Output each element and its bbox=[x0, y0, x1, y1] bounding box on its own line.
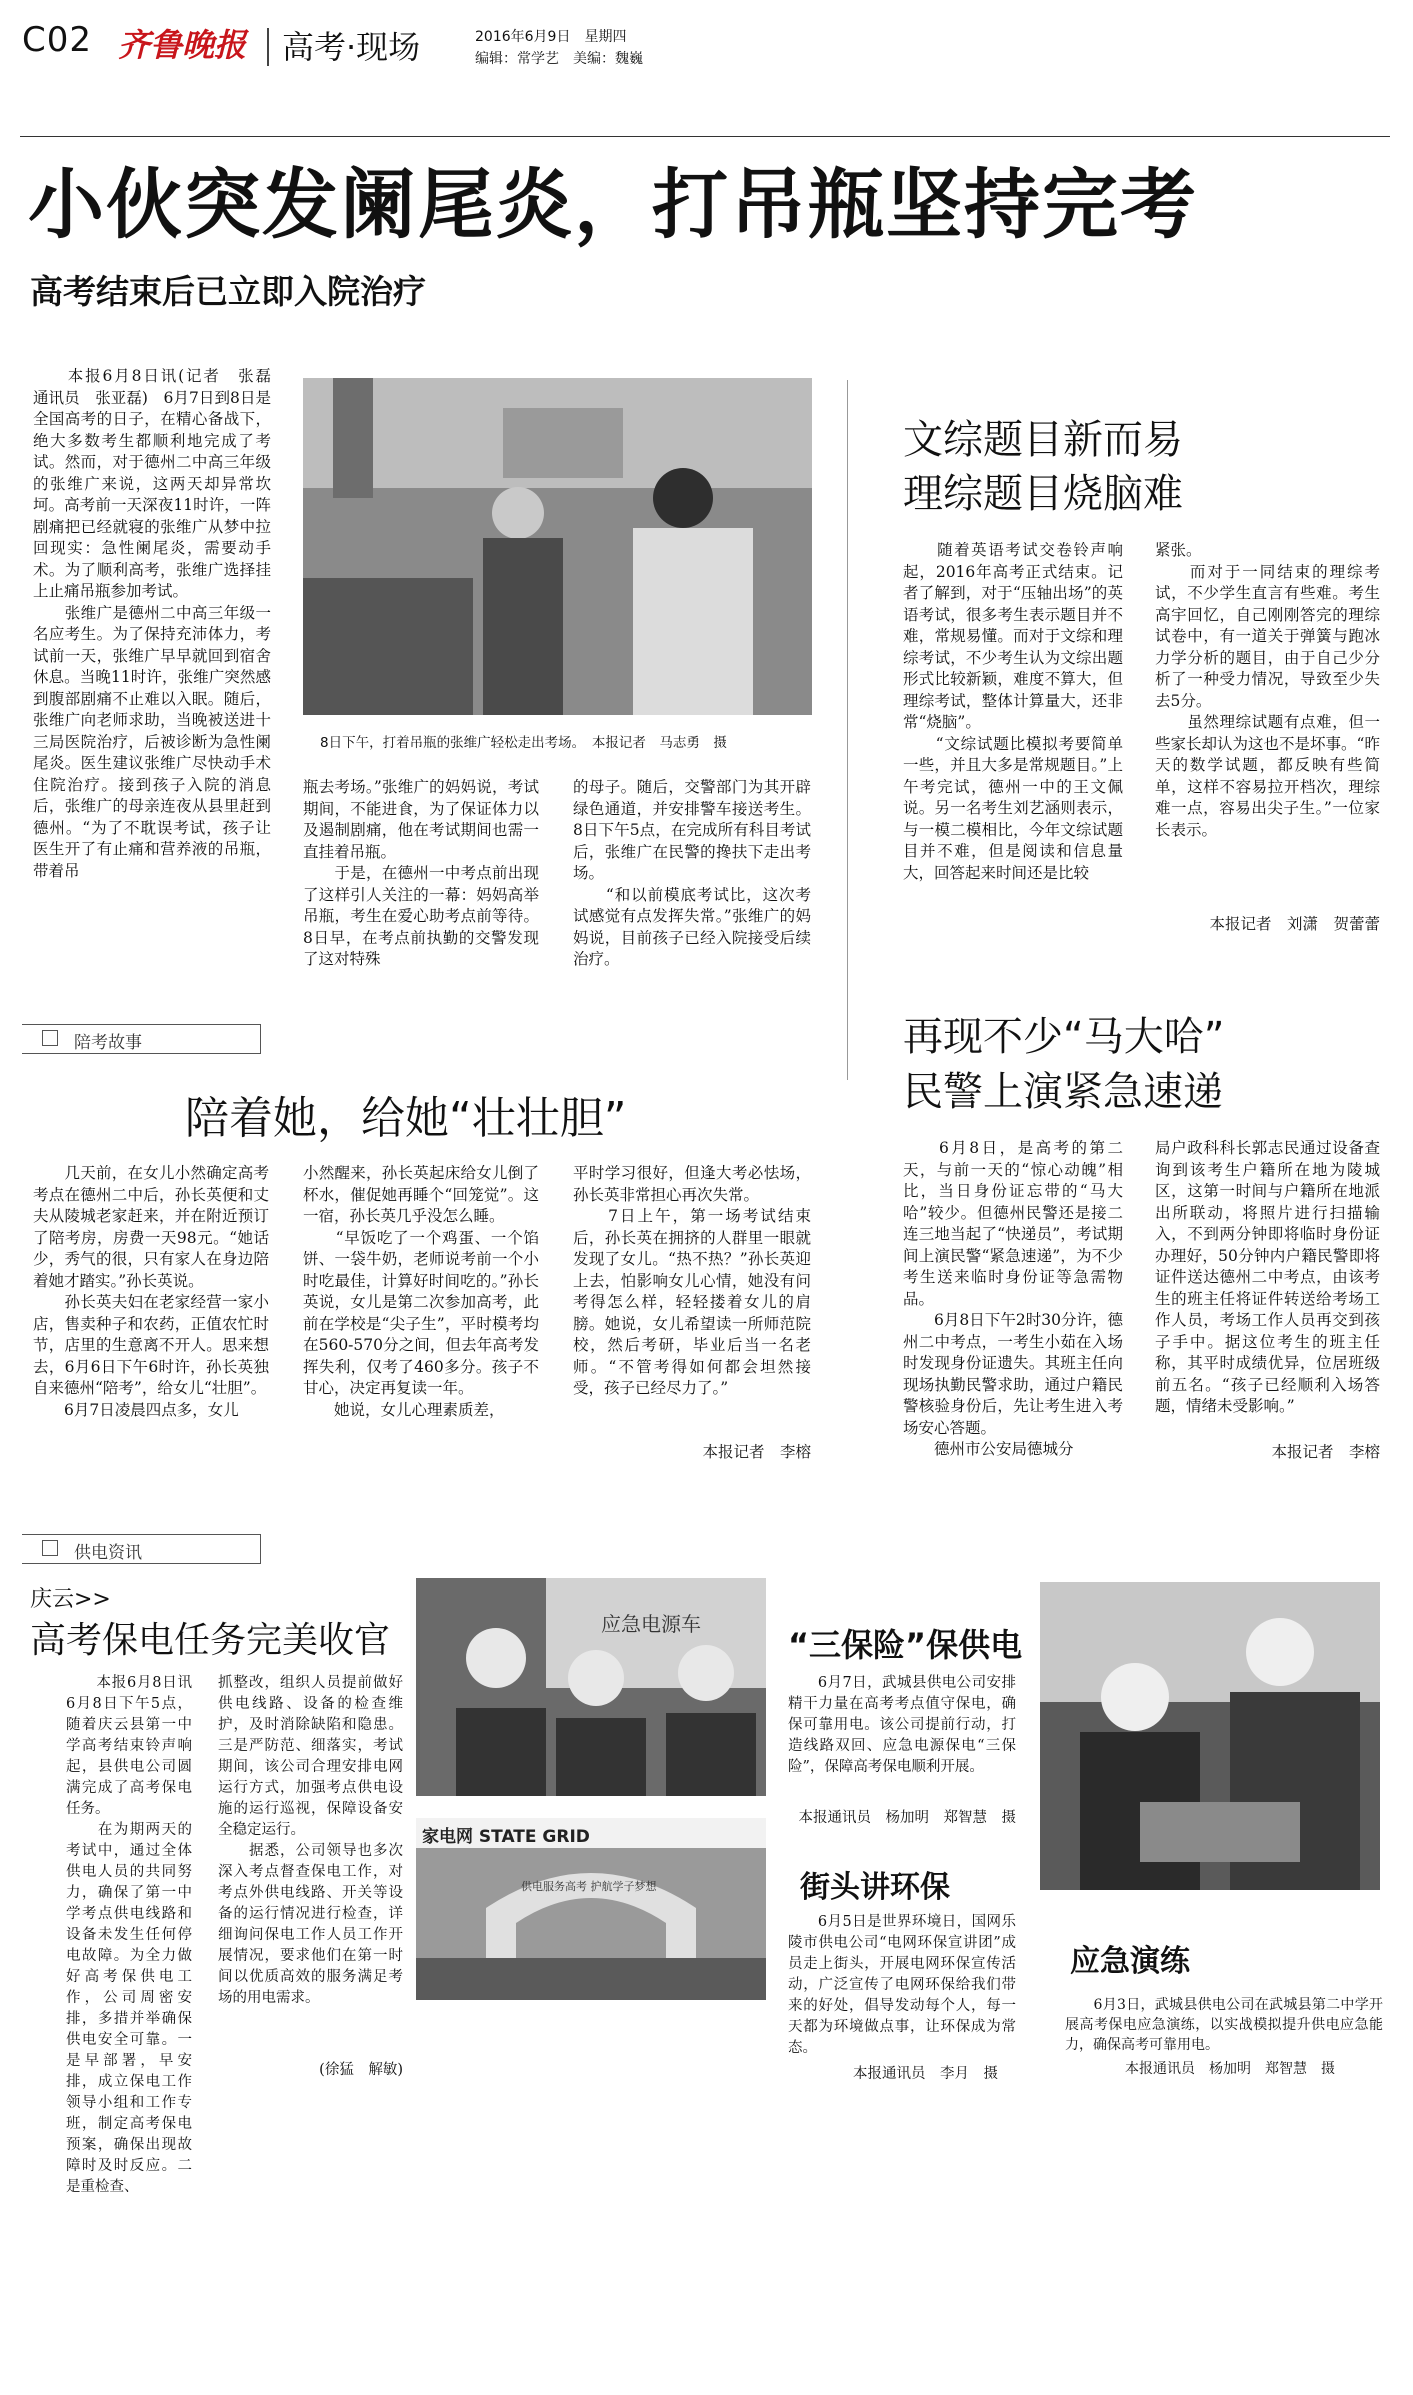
editors-line: 编辑：常学艺 美编：魏巍 bbox=[475, 51, 643, 67]
lead-headline: 小伙突发阑尾炎，打吊瓶坚持完考 bbox=[28, 160, 1198, 249]
masthead-divider bbox=[267, 28, 269, 66]
accompany-column-1: 几天前，在女儿小然确定高考考点在德州二中后，孙长英便和丈夫从陵城老家赶来，并在附近预订了陪考房，房费一天98元。“她话少，秀气的很，只有家人在身边陪着她才踏实。”孙长英说。 孙长英夫妇在老家经营一家小店，售卖种子和农药，正值农忙时节，店里的生意离不开人。思来想去，6月6日下午6时许，孙长英独自来德州“陪考”，给女儿“壮胆”。 6月7日凌晨四点多，女儿 bbox=[33, 1164, 269, 1419]
photo-placeholder-icon bbox=[1040, 1582, 1380, 1890]
huanbao-headline: 街头讲环保 bbox=[800, 1870, 950, 1905]
tag-icon bbox=[42, 1030, 58, 1046]
drill-photo bbox=[1040, 1582, 1380, 1890]
lead-subhead: 高考结束后已立即入院治疗 bbox=[30, 272, 426, 311]
power-photo-stategrid bbox=[416, 1818, 766, 2000]
photo-placeholder-icon bbox=[303, 378, 812, 715]
power-byline: (徐猛 解敏) bbox=[319, 2062, 403, 2078]
exam-byline: 本报记者 刘潇 贺蕾蕾 bbox=[1209, 915, 1380, 933]
lead-column-1: 本报6月8日讯(记者 张磊 通讯员 张亚磊) 6月7日到8日是全国高考的日子，在精心备战下，绝大多数考生都顺利地完成了考试。然而，对于德州二中高三年级的张维广来说，这两天却异常坎坷。高考前一天深夜11时许，一阵剧痛把已经就寝的张维广从梦中拉回现实：急性阑尾炎，需要动手术。为了顺利高考，张维广选择挂上止痛吊瓶参加考试。 张维广是德州二中高三年级一名应考生。为了保持充沛体力，考试前一天，张维广早早就回到宿舍休息。当晚11时许，张维广突然感到腹部剧痛不止难以入眠。随后，张维广向老师求助，当晚被送进十三局医院治疗，后被诊断为急性阑尾炎。医生建议张维广尽快动手术住院治疗。接到孩子入院的消息后，张维广的母亲连夜从县里赶到德州。“为了不耽误考试，孩子让医生开了有止痛和营养液的吊瓶，带着吊 bbox=[33, 367, 271, 880]
sanbaoxian-headline: “三保险”保供电 bbox=[788, 1626, 1023, 1664]
brand-logo: 齐鲁晚报 bbox=[118, 26, 247, 64]
masthead-rule bbox=[20, 136, 1390, 137]
issue-date: 2016年6月9日 星期四 bbox=[475, 29, 627, 45]
huanbao-text: 6月5日是世界环境日，国网乐陵市供电公司“电网环保宣讲团”成员走上街头，开展电网环保宣传活动，广泛宣传了电网环保给我们带来的好处，倡导发动每个人，每一天都为环境做点事，让环保成为常态。 bbox=[788, 1914, 1016, 2056]
drill-text: 6月3日，武城县供电公司在武城县第二中学开展高考保电应急演练，以实战模拟提升供电应急能力，确保高考可靠用电。 bbox=[1065, 1997, 1383, 2053]
page-number: C02 bbox=[22, 20, 93, 60]
exam-headline-2: 理综题目烧脑难 bbox=[903, 471, 1183, 517]
power-tag: 供电资讯 bbox=[74, 1543, 142, 1563]
power-photo-workers bbox=[416, 1578, 766, 1796]
power-column-2: 抓整改，组织人员提前做好供电线路、设备的检查维护，及时消除缺陷和隐患。三是严防范、细落实，考试期间，该公司合理安排电网运行方式，加强考点供电设施的运行巡视，保障设备安全稳定运行。 据悉，公司领导也多次深入考点督查保电工作，对考点外供电线路、开关等设备的运行情况进行检查，详细询问保电工作人员工作开展情况，要求他们在第一时间以优质高效的服务满足考场的用电需求。 bbox=[218, 1675, 403, 2006]
police-column-1: 6月8日，是高考的第二天，与前一天的“惊心动魄”相比，当日身份证忘带的“马大哈”较少。但德州民警还是接二连三地当起了“快递员”，考试期间上演民警“紧急速递”，为不少考生送来临时身份证等急需物品。 6月8日下午2时30分许，德州二中考点，一考生小茹在入场时发现身份证遗失。其班主任向现场执勤民警求助，通过户籍民警核验身份后，先让考生进入考场安心答题。 德州市公安局德城分 bbox=[903, 1139, 1123, 1458]
tag-icon bbox=[42, 1540, 58, 1556]
exam-column-2: 紧张。 而对于一同结束的理综考试，不少学生直言有些难。考生高宇回忆，自己刚刚答完的理综试卷中，有一道关于弹簧与跑冰力学分析的题目，由于自己少分析了一种受力情况，导致至少失去5分。 虽然理综试题有点难，但一些家长却认为这也不是坏事。“昨天的数学试题，都反映有些简单，这样不容易拉开档次，理综难一点，容易出尖子生。”一位家长表示。 bbox=[1155, 541, 1380, 839]
arch-banner: 供电服务高考 护航学子梦想 bbox=[521, 1880, 657, 1893]
accompany-tag-bar bbox=[22, 1024, 261, 1054]
huanbao-byline: 本报通讯员 李月 摄 bbox=[853, 2066, 998, 2082]
drill-byline: 本报通讯员 杨加明 郑智慧 摄 bbox=[1125, 2061, 1335, 2077]
accompany-tag: 陪考故事 bbox=[74, 1033, 142, 1053]
power-photo-sign: 应急电源车 bbox=[601, 1612, 701, 1636]
stategrid-sign: 家电网 STATE GRID bbox=[422, 1827, 590, 1847]
accompany-byline: 本报记者 李榕 bbox=[702, 1443, 811, 1461]
lead-column-3: 的母子。随后，交警部门为其开辟绿色通道，并安排警车接送考生。8日下午5点，在完成所有科目考试后，张维广在民警的搀扶下走出考场。 “和以前模底考试比，这次考试感觉有点发挥失常。”张维广的妈妈说，目前孩子已经入院接受后续治疗。 bbox=[573, 778, 811, 968]
power-headline: 高考保电任务完美收官 bbox=[30, 1620, 391, 1661]
police-column-2: 局户政科科长郭志民通过设备查询到该考生户籍所在地为陵城区，这第一时间与户籍所在地派出所联动，将照片进行扫描输入，不到两分钟即将临时身份证办理好，50分钟内户籍民警即将证件送达德州二中考点，由该考生的班主任将证件转送给考场工作人员，考场工作人员再交到孩子手中。据这位考生的班主任称，其平时成绩优异，位居班级前五名。“孩子已经顺利入场答题，情绪未受影响。” bbox=[1155, 1139, 1380, 1415]
sanbaoxian-byline: 本报通讯员 杨加明 郑智慧 摄 bbox=[798, 1810, 1016, 1826]
drill-headline: 应急演练 bbox=[1070, 1944, 1190, 1979]
exam-column-1: 随着英语考试交卷铃声响起，2016年高考正式结束。记者了解到，对于“压轴出场”的英语考试，很多考生表示题目并不难，常规易懂。而对于文综和理综考试，不少考生认为文综出题形式比较新颖，难度不算大，但理综考试，整体计算量大，还非常“烧脑”。 “文综试题比模拟考要简单一些，并且大多是常规题目。”上午考完试，德州一中的王文佩说。另一名考生刘艺涵则表示，与一模二模相比，今年文综试题目并不难，但是阅读和信息量大，回答起来时间还是比较 bbox=[903, 541, 1123, 882]
accompany-column-2: 小然醒来，孙长英起床给女儿倒了杯水，催促她再睡个“回笼觉”。这一宿，孙长英几乎没怎么睡。 “早饭吃了一个鸡蛋、一个馅饼、一袋牛奶，老师说考前一个小时吃最佳，计算好时间吃的。”孙长英说，女儿是第二次参加高考，此前在学校是“尖子生”，平时模考均在560-570分之间，但去年高考发挥失利，仅考了460多分。孩子不甘心，决定再复读一年。 她说，女儿心理素质差， bbox=[303, 1164, 539, 1419]
section-title: 高考·现场 bbox=[282, 28, 421, 66]
sanbaoxian-text: 6月7日，武城县供电公司安排精干力量在高考考点值守保电，确保可靠用电。该公司提前行动，打造线路双回、应急电源保电“三保险”，保障高考保电顺利开展。 bbox=[788, 1675, 1016, 1775]
power-kicker: 庆云>> bbox=[30, 1587, 111, 1612]
lead-photo bbox=[303, 378, 812, 715]
column-divider bbox=[847, 380, 848, 1080]
accompany-column-3: 平时学习很好，但逢大考必怯场，孙长英非常担心再次失常。 7日上午，第一场考试结束后，孙长英在拥挤的人群里一眼就发现了女儿。“热不热？”孙长英迎上去，怕影响女儿心情，她没有问考得怎么样，轻轻搂着女儿的肩膀。她说，女儿希望读一所师范院校，然后考研，毕业后当一名老师。“不管考得如何都会坦然接受，孩子已经尽力了。” bbox=[573, 1164, 811, 1397]
lead-photo-caption: 8日下午，打着吊瓶的张维广轻松走出考场。 本报记者 马志勇 摄 bbox=[320, 735, 727, 751]
police-headline-2: 民警上演紧急速递 bbox=[903, 1069, 1223, 1115]
police-byline: 本报记者 李榕 bbox=[1271, 1443, 1380, 1461]
power-tag-bar bbox=[22, 1534, 261, 1564]
exam-headline-1: 文综题目新而易 bbox=[903, 417, 1183, 463]
police-headline-1: 再现不少“马大哈” bbox=[903, 1014, 1225, 1060]
accompany-headline: 陪着她，给她“壮壮胆” bbox=[185, 1093, 627, 1144]
lead-column-2: 瓶去考场。”张维广的妈妈说，考试期间，不能进食，为了保证体力以及遏制剧痛，他在考试期间也需一直挂着吊瓶。 于是，在德州一中考点前出现了这样引人关注的一幕：妈妈高举吊瓶，考生在爱心助考点前等待。8日早，在考点前执勤的交警发现了这对特殊 bbox=[303, 778, 539, 968]
power-column-1: 本报6月8日讯 6月8日下午5点，随着庆云县第一中学高考结束铃声响起，县供电公司圆满完成了高考保电任务。 在为期两天的考试中，通过全体供电人员的共同努力，确保了第一中学考点供电线路和设备未发生任何停电故障。为全力做好高考保供电工作，公司周密安排，多措并举确保供电安全可靠。一是早部署，早安排，成立保电工作领导小组和工作专班，制定高考保电预案，确保出现故障时及时反应。二是重检查、 bbox=[66, 1675, 192, 2195]
photo-placeholder-icon bbox=[416, 1578, 766, 1796]
